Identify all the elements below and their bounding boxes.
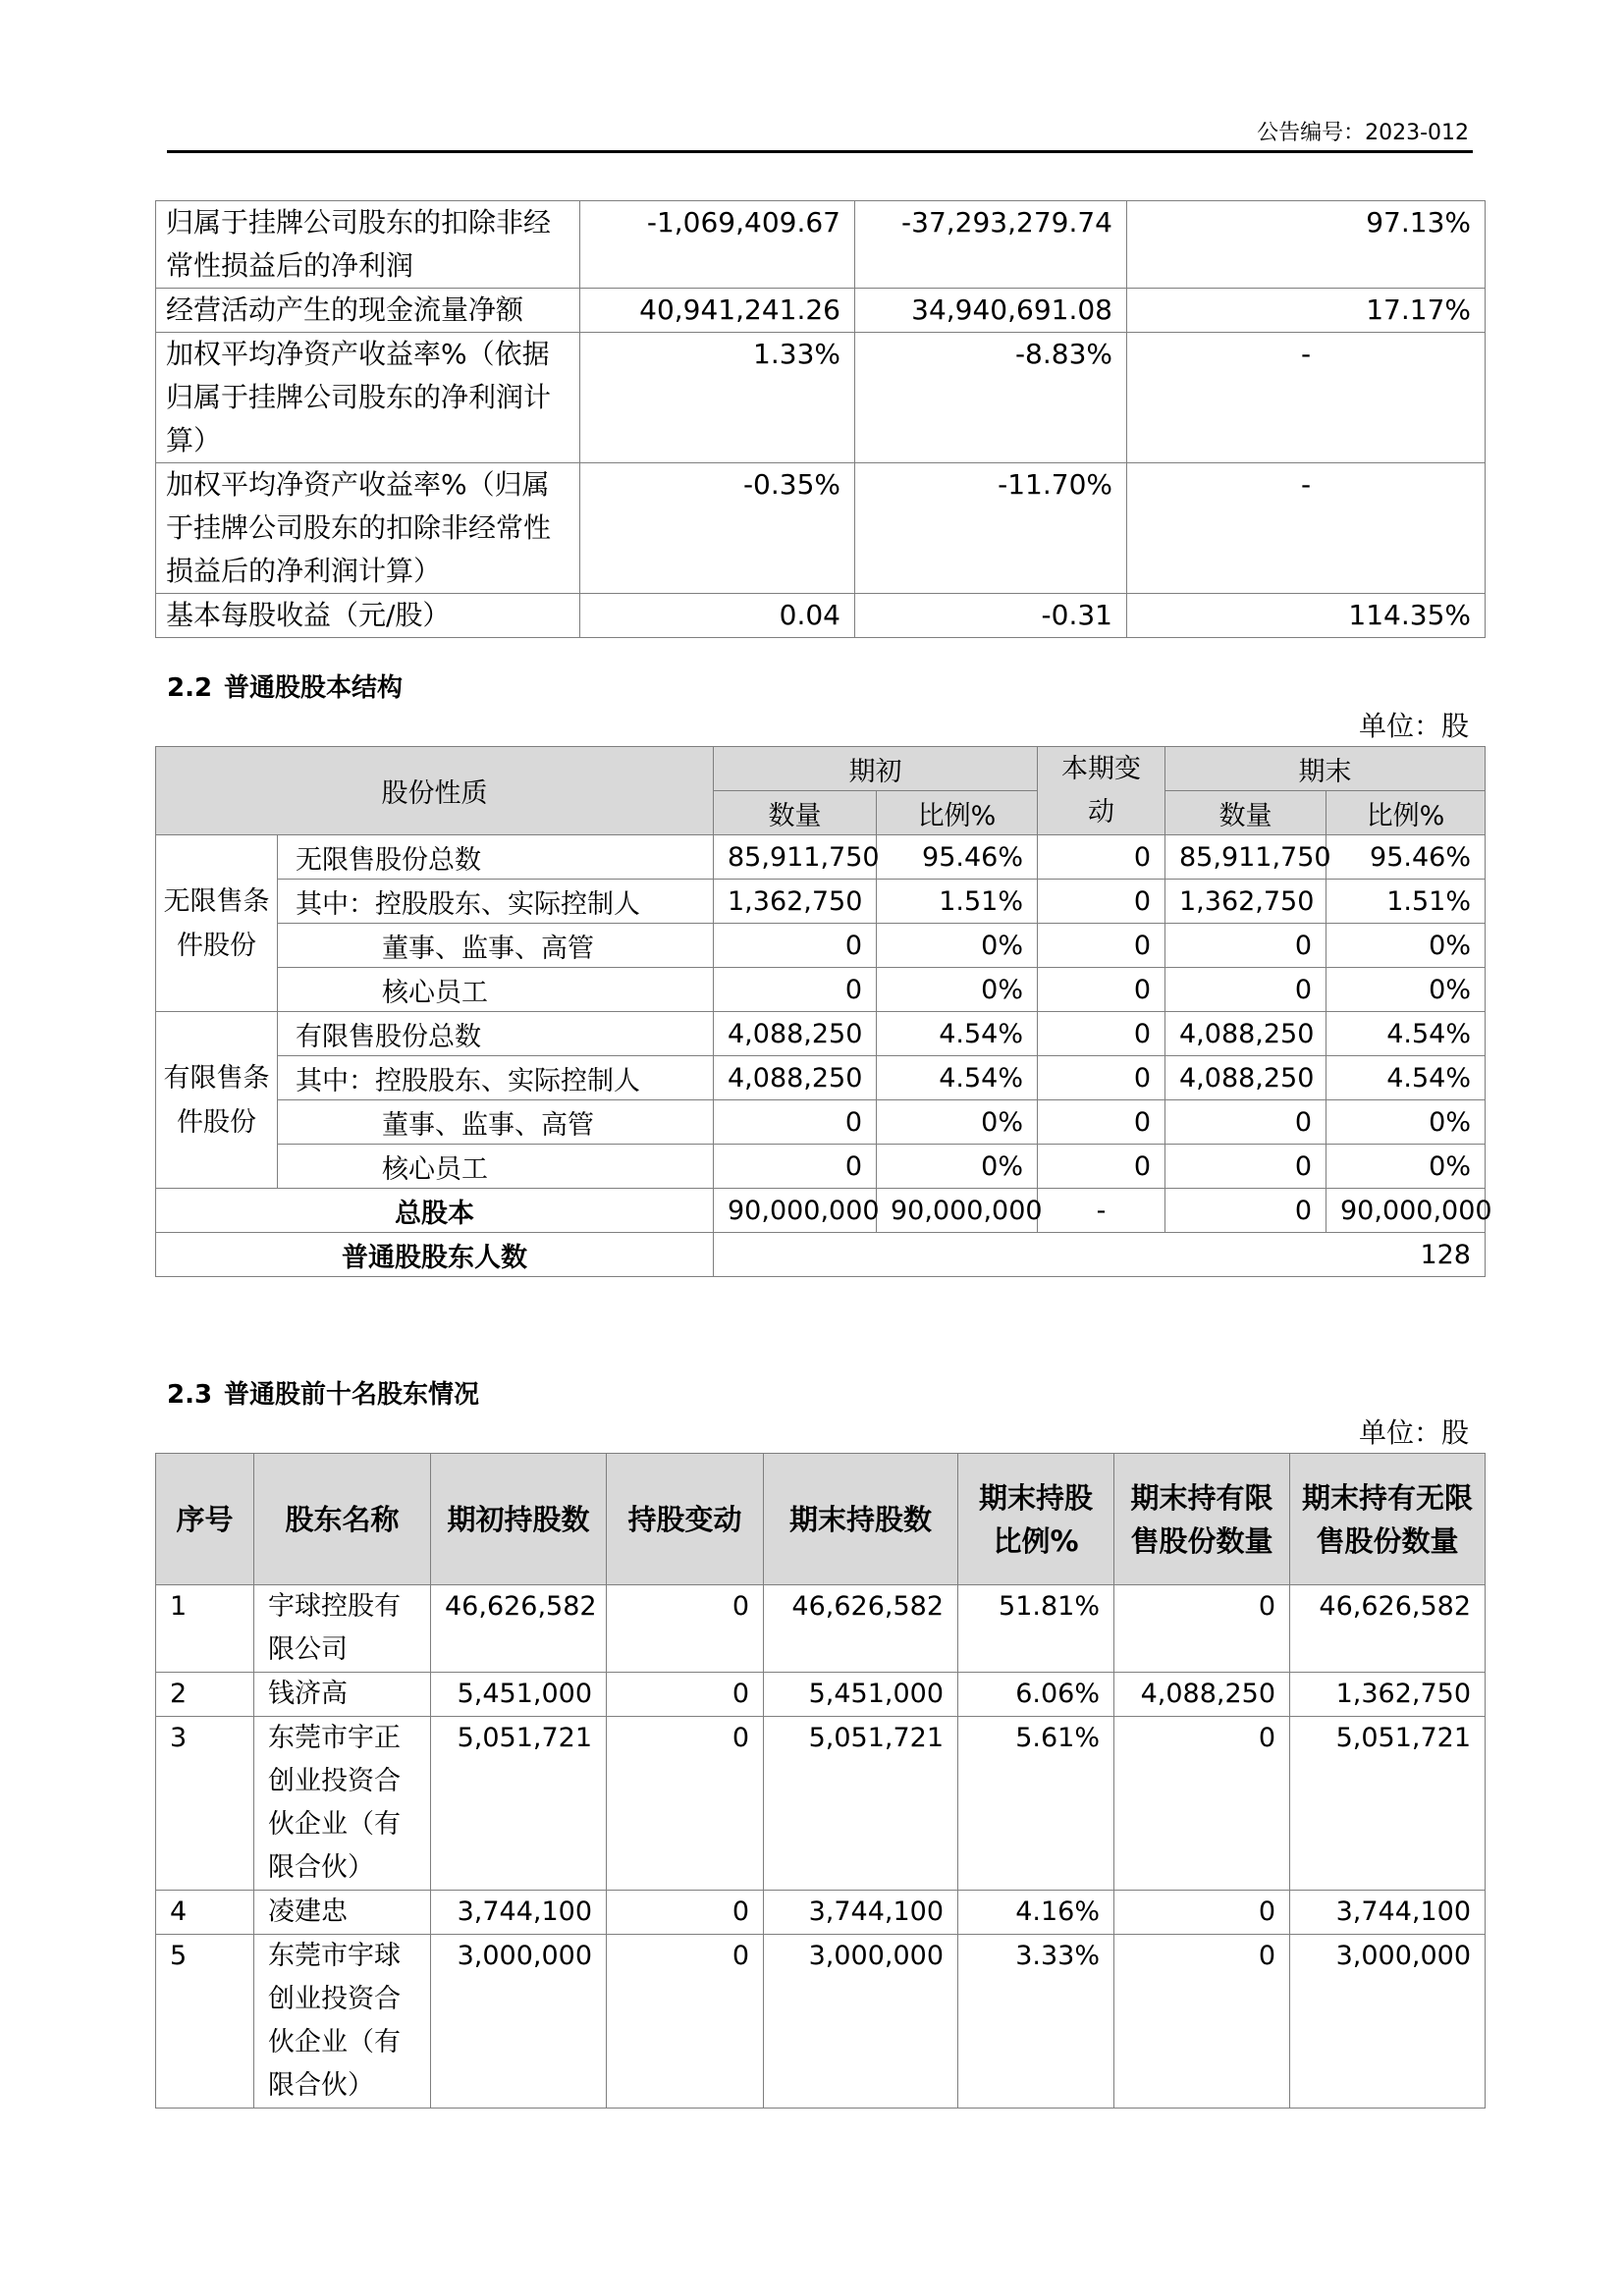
begin-ratio: 95.46% (877, 835, 1038, 880)
end-quantity: 0 (1165, 1100, 1326, 1145)
end-quantity: 0 (1165, 1145, 1326, 1189)
end-ratio: 0% (1326, 968, 1486, 1012)
row-no: 4 (156, 1891, 254, 1935)
end-quantity: 4,088,250 (1165, 1056, 1326, 1100)
end-shares: 5,051,721 (764, 1717, 958, 1891)
row-name: 董事、监事、高管 (278, 1100, 714, 1145)
begin-quantity: 4,088,250 (714, 1012, 877, 1056)
row-name: 其中：控股股东、实际控制人 (278, 880, 714, 924)
end-ratio: 95.46% (1326, 835, 1486, 880)
unit-label: 单位：股 (1358, 1416, 1469, 1449)
current-value: 0.04 (580, 594, 855, 638)
current-value: 1.33% (580, 333, 855, 463)
begin-quantity: 0 (714, 1145, 877, 1189)
row-label: 加权平均净资产收益率%（归属于挂牌公司股东的扣除非经常性损益后的净利润计算） (156, 463, 580, 594)
total-begin-quantity: 90,000,000 (714, 1189, 877, 1233)
row-name: 核心员工 (278, 1145, 714, 1189)
previous-value: 34,940,691.08 (855, 289, 1127, 333)
header-end: 期末持股数 (764, 1454, 958, 1585)
begin-ratio: 0% (877, 968, 1038, 1012)
end-quantity: 0 (1165, 968, 1326, 1012)
end-ratio: 3.33% (958, 1935, 1114, 2109)
end-ratio: 1.51% (1326, 880, 1486, 924)
begin-shares: 3,000,000 (431, 1935, 607, 2109)
row-label: 经营活动产生的现金流量净额 (156, 289, 580, 333)
begin-quantity: 0 (714, 968, 877, 1012)
table-row (156, 463, 1486, 594)
restricted-shares: 0 (1114, 1935, 1290, 2109)
period-change: 0 (1038, 1100, 1165, 1145)
header-begin-quantity: 数量 (714, 791, 877, 835)
total-end-quantity: 0 (1165, 1189, 1326, 1233)
header-end: 期末 (1165, 747, 1486, 791)
end-ratio: 6.06% (958, 1673, 1114, 1717)
header-row (156, 1454, 1486, 1585)
end-shares: 3,000,000 (764, 1935, 958, 2109)
begin-quantity: 0 (714, 1100, 877, 1145)
row-label: 归属于挂牌公司股东的扣除非经常性损益后的净利润 (156, 201, 580, 289)
holders-label: 普通股股东人数 (156, 1233, 714, 1277)
period-change: 0 (1038, 1012, 1165, 1056)
begin-shares: 3,744,100 (431, 1891, 607, 1935)
end-quantity: 1,362,750 (1165, 880, 1326, 924)
end-quantity: 85,911,750 (1165, 835, 1326, 880)
previous-value: -11.70% (855, 463, 1127, 594)
row-name: 核心员工 (278, 968, 714, 1012)
shareholder-name: 宇球控股有限公司 (254, 1585, 431, 1673)
unrestricted-shares: 3,744,100 (1290, 1891, 1486, 1935)
header-unrestricted: 期末持有无限售股份数量 (1290, 1454, 1486, 1585)
end-ratio: 5.61% (958, 1717, 1114, 1891)
current-value: -1,069,409.67 (580, 201, 855, 289)
financial-indicators-table (155, 200, 1486, 638)
table-row (156, 289, 1486, 333)
table-row (156, 880, 1486, 924)
period-change: 0 (1038, 1056, 1165, 1100)
previous-value: -0.31 (855, 594, 1127, 638)
end-ratio: 0% (1326, 1145, 1486, 1189)
table-row (156, 1012, 1486, 1056)
share-change: 0 (607, 1935, 764, 2109)
share-structure-table (155, 746, 1492, 1277)
period-change: 0 (1038, 1145, 1165, 1189)
begin-shares: 5,051,721 (431, 1717, 607, 1891)
share-change: 0 (607, 1585, 764, 1673)
header-ratio: 期末持股比例% (958, 1454, 1114, 1585)
share-change: 0 (607, 1717, 764, 1891)
begin-quantity: 4,088,250 (714, 1056, 877, 1100)
total-end-ratio: 90,000,000 (1326, 1189, 1486, 1233)
row-label: 基本每股收益（元/股） (156, 594, 580, 638)
period-change: 0 (1038, 880, 1165, 924)
previous-value: -37,293,279.74 (855, 201, 1127, 289)
end-ratio: 4.54% (1326, 1056, 1486, 1100)
table-row (156, 201, 1486, 289)
end-ratio: 4.54% (1326, 1012, 1486, 1056)
end-ratio: 0% (1326, 1100, 1486, 1145)
current-value: -0.35% (580, 463, 855, 594)
header-begin: 期初 (714, 747, 1038, 791)
share-change: 0 (607, 1891, 764, 1935)
header-change: 持股变动 (607, 1454, 764, 1585)
change-value: - (1127, 333, 1486, 463)
header-restricted: 期末持有限售股份数量 (1114, 1454, 1290, 1585)
end-quantity: 0 (1165, 924, 1326, 968)
header-begin: 期初持股数 (431, 1454, 607, 1585)
section-2-3-title (167, 1374, 479, 1411)
begin-ratio: 4.54% (877, 1012, 1038, 1056)
table-row (156, 924, 1486, 968)
unrestricted-shares: 3,000,000 (1290, 1935, 1486, 2109)
restricted-shares: 0 (1114, 1891, 1290, 1935)
section-2-2-title (167, 667, 403, 704)
table-row (156, 1891, 1486, 1935)
begin-ratio: 0% (877, 1145, 1038, 1189)
begin-ratio: 0% (877, 924, 1038, 968)
end-ratio: 4.16% (958, 1891, 1114, 1935)
row-name: 董事、监事、高管 (278, 924, 714, 968)
begin-ratio: 1.51% (877, 880, 1038, 924)
shareholder-name: 钱济高 (254, 1673, 431, 1717)
holders-row (156, 1233, 1486, 1277)
row-no: 3 (156, 1717, 254, 1891)
row-no: 1 (156, 1585, 254, 1673)
begin-quantity: 85,911,750 (714, 835, 877, 880)
category-restricted: 有限售条件股份 (156, 1012, 278, 1189)
end-shares: 3,744,100 (764, 1891, 958, 1935)
change-value: 17.17% (1127, 289, 1486, 333)
total-label: 总股本 (156, 1189, 714, 1233)
table-row (156, 333, 1486, 463)
header-nature: 股份性质 (156, 747, 714, 835)
restricted-shares: 0 (1114, 1585, 1290, 1673)
row-no: 5 (156, 1935, 254, 2109)
end-shares: 46,626,582 (764, 1585, 958, 1673)
change-value: 114.35% (1127, 594, 1486, 638)
row-no: 2 (156, 1673, 254, 1717)
share-change: 0 (607, 1673, 764, 1717)
header-end-quantity: 数量 (1165, 791, 1326, 835)
begin-ratio: 4.54% (877, 1056, 1038, 1100)
begin-quantity: 1,362,750 (714, 880, 877, 924)
table-row (156, 1145, 1486, 1189)
table-row (156, 1585, 1486, 1673)
table-row (156, 968, 1486, 1012)
section-number: 2.2 (167, 673, 213, 703)
row-name: 无限售股份总数 (278, 835, 714, 880)
top-shareholders-table (155, 1453, 1486, 2109)
row-name: 有限售股份总数 (278, 1012, 714, 1056)
section-number: 2.3 (167, 1380, 213, 1410)
shareholder-name: 东莞市宇正创业投资合伙企业（有限合伙） (254, 1717, 431, 1891)
unit-label: 单位：股 (1358, 710, 1469, 742)
begin-shares: 46,626,582 (431, 1585, 607, 1673)
end-ratio: 51.81% (958, 1585, 1114, 1673)
holders-count: 128 (714, 1233, 1486, 1277)
unrestricted-shares: 46,626,582 (1290, 1585, 1486, 1673)
restricted-shares: 4,088,250 (1114, 1673, 1290, 1717)
row-name: 其中：控股股东、实际控制人 (278, 1056, 714, 1100)
begin-shares: 5,451,000 (431, 1673, 607, 1717)
table-row (156, 1717, 1486, 1891)
previous-value: -8.83% (855, 333, 1127, 463)
period-change: 0 (1038, 924, 1165, 968)
current-value: 40,941,241.26 (580, 289, 855, 333)
header-divider (167, 150, 1473, 153)
total-row (156, 1189, 1486, 1233)
unrestricted-shares: 1,362,750 (1290, 1673, 1486, 1717)
end-ratio: 0% (1326, 924, 1486, 968)
row-label: 加权平均净资产收益率%（依据归属于挂牌公司股东的净利润计算） (156, 333, 580, 463)
table-row (156, 594, 1486, 638)
begin-ratio: 0% (877, 1100, 1038, 1145)
table-row (156, 835, 1486, 880)
section-heading: 普通股股本结构 (224, 673, 404, 703)
shareholder-name: 凌建忠 (254, 1891, 431, 1935)
end-shares: 5,451,000 (764, 1673, 958, 1717)
restricted-shares: 0 (1114, 1717, 1290, 1891)
table-row (156, 1935, 1486, 2109)
table-row (156, 1100, 1486, 1145)
announcement-number: 公告编号：2023-012 (1257, 121, 1469, 145)
total-begin-ratio: 90,000,000 (877, 1189, 1038, 1233)
total-change: - (1038, 1189, 1165, 1233)
shareholder-name: 东莞市宇球创业投资合伙企业（有限合伙） (254, 1935, 431, 2109)
period-change: 0 (1038, 968, 1165, 1012)
period-change: 0 (1038, 835, 1165, 880)
end-quantity: 4,088,250 (1165, 1012, 1326, 1056)
section-heading: 普通股前十名股东情况 (224, 1380, 480, 1410)
header-change: 本期变动 (1038, 747, 1165, 835)
header-name: 股东名称 (254, 1454, 431, 1585)
header-no: 序号 (156, 1454, 254, 1585)
change-value: 97.13% (1127, 201, 1486, 289)
table-row (156, 1056, 1486, 1100)
header-begin-ratio: 比例% (877, 791, 1038, 835)
category-unrestricted: 无限售条件股份 (156, 835, 278, 1012)
header-end-ratio: 比例% (1326, 791, 1486, 835)
change-value: - (1127, 463, 1486, 594)
unrestricted-shares: 5,051,721 (1290, 1717, 1486, 1891)
table-row (156, 1673, 1486, 1717)
begin-quantity: 0 (714, 924, 877, 968)
